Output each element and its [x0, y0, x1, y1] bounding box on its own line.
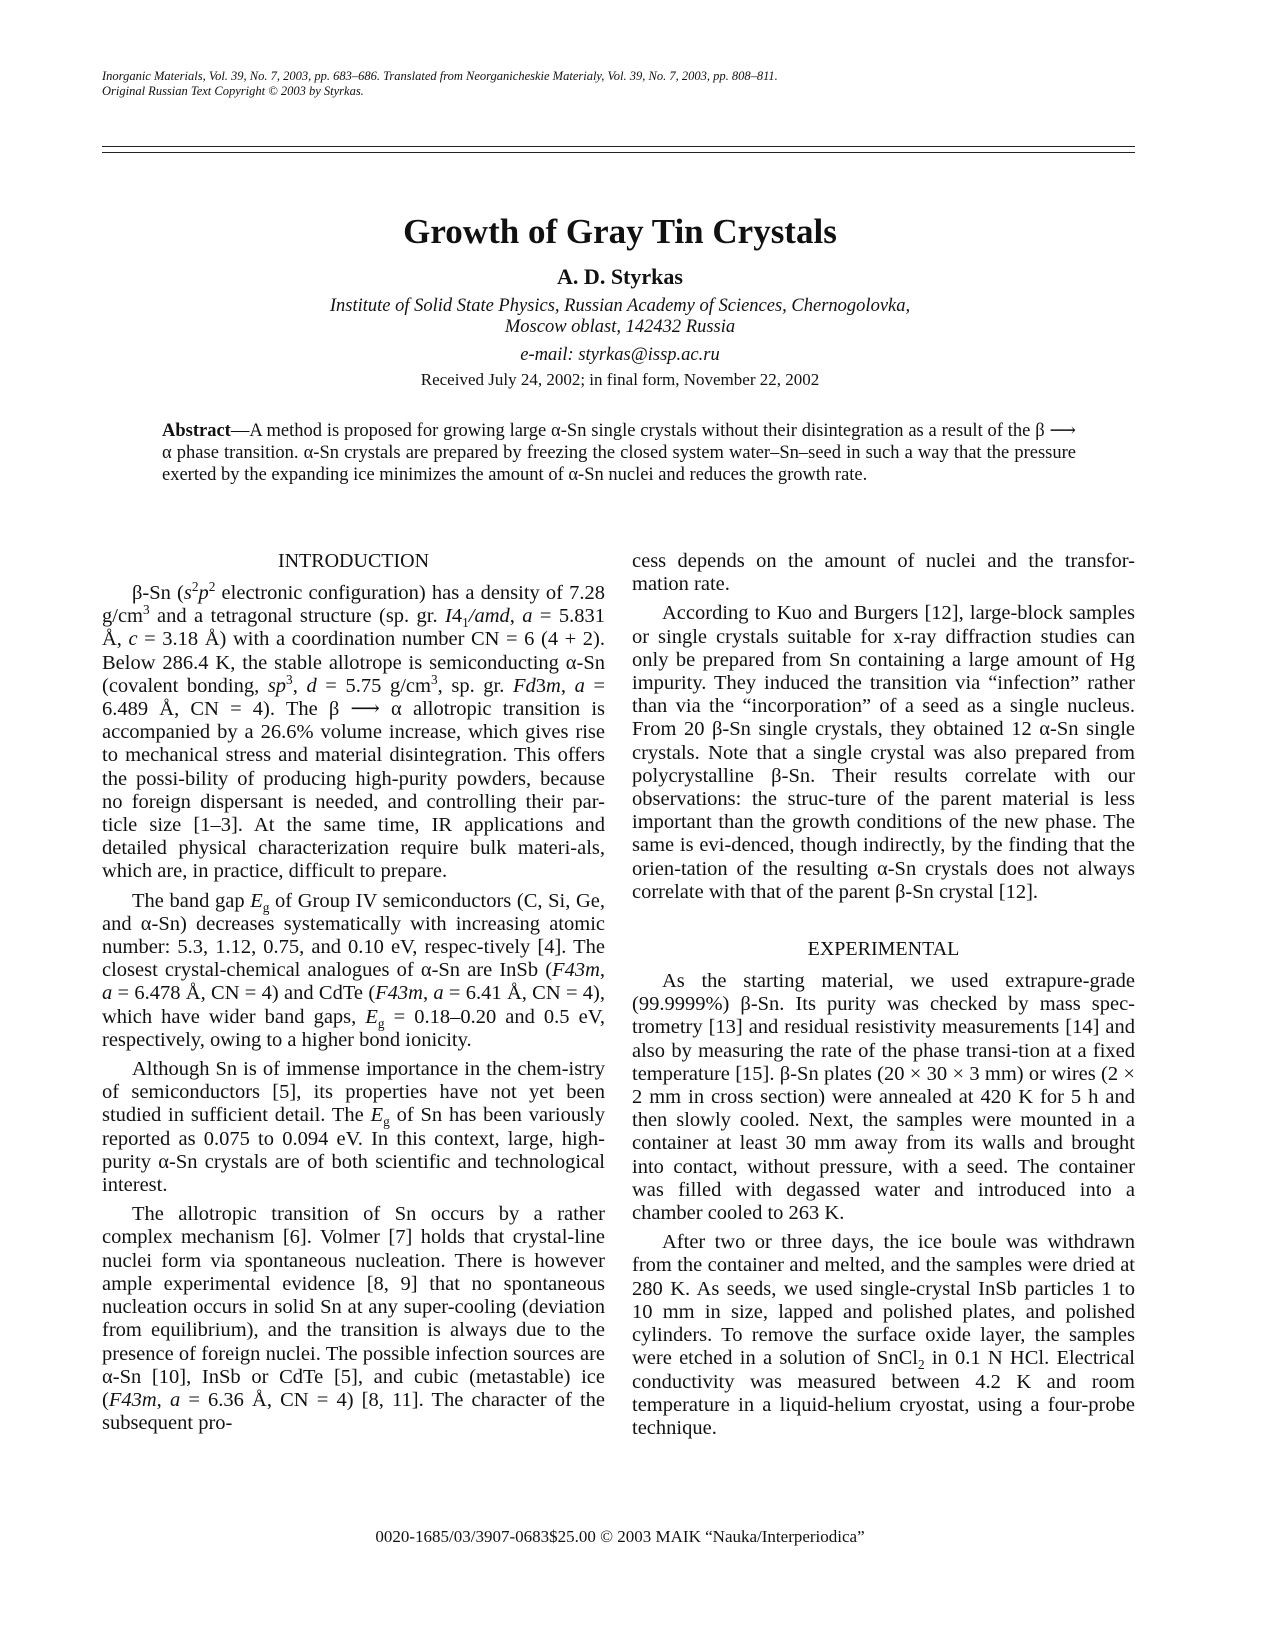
intro-paragraph-continued: cess depends on the amount of nuclei and the transfor-mation rate.	[632, 550, 1135, 596]
received-date: Received July 24, 2002; in final form, November 22, 2002	[420, 370, 820, 389]
abstract	[162, 420, 1076, 486]
header-rule-bottom	[102, 152, 1135, 153]
experimental-paragraph-1: As the starting material, we used extrapure-grade (99.9999%) β-Sn. Its purity was checked by mass spec-trometry [13] and residual resistivity measurements [14] and also by measuring the rate of the phase transi-tion at a fixed temperature [15]. β-Sn plates (20 × 30 × 3 mm) or wires (2 × 2 mm in cross section) were annealed at 420 K for 5 h and then slowly cooled. Next, the samples were mounted in a container at least 30 mm away from its walls and brought into contact, without pressure, with a seed. The container was filled with degassed water and introduced into a chamber cooled to 263 K.	[632, 970, 1135, 1225]
left-column	[102, 550, 605, 1441]
footer-copyright: 0020-1685/03/3907-0683$25.00 © 2003 MAIK “Nauka/Interperiodica”	[375, 1527, 865, 1546]
affiliation-line-2: Moscow oblast, 142432 Russia	[504, 317, 736, 337]
section-heading-introduction: INTRODUCTION	[277, 550, 430, 572]
article-author: A. D. Styrkas	[557, 264, 683, 289]
copyright-line: Original Russian Text Copyright © 2003 by Styrkas.	[102, 84, 364, 98]
journal-citation: Inorganic Materials, Vol. 39, No. 7, 2003, pp. 683–686. Translated from Neorganicheskie Materialy, Vol. 39, No. 7, 2003, pp. 808–811.	[102, 69, 778, 83]
experimental-paragraph-2: After two or three days, the ice boule was withdrawn from the container and melted, and the samples were dried at 280 K. As seeds, we used single-crystal InSb particles 1 to 10 mm in size, lapped and polished plates, and polished cylinders. To remove the surface oxide layer, the samples were etched in a solution of SnCl$_2$ in 0.1 N HCl. Electrical conductivity was measured between 4.2 K and room temperature in a liquid-helium cryostat, using a four-probe technique.	[632, 1231, 1135, 1439]
intro-paragraph-3: Although Sn is of immense importance in the chem-istry of semiconductors [5], its properties have not yet been studied in sufficient detail. The $E_g$ of Sn has been variously reported as 0.075 to 0.094 eV. In this context, large, high-purity α-Sn crystals are of both scientific and technological interest.	[102, 1058, 606, 1197]
intro-paragraph-5: According to Kuo and Burgers [12], large-block samples or single crystals suitable for x-ray diffraction studies can only be prepared from Sn containing a large amount of Hg impurity. They induced the transition via “infection” rather than via the “incorporation” of a seed as a single nucleus. From 20 β-Sn single crystals, they obtained 12 α-Sn single crystals. Note that a single crystal was also prepared from polycrystalline β-Sn. Their results correlate with our observations: the struc-ture of the parent material is less important than the growth conditions of the new phase. The same is evi-denced, though indirectly, by the finding that the orien-tation of the resulting α-Sn crystals does not always correlate with that of the parent β-Sn crystal [12].	[632, 602, 1135, 903]
author-email: e-mail: styrkas@issp.ac.ru	[520, 345, 720, 365]
abstract-text: —A method is proposed for growing large α-Sn single crystals without their disintegration as a result of the β ⟶ α phase transition. α-Sn crystals are prepared by freezing the closed system water–Sn–seed in such a way that the pressure exerted by the expanding ice minimizes the amount of α-Sn nuclei and reduces the growth rate.	[162, 421, 1076, 485]
article-title: Growth of Gray Tin Crystals	[403, 212, 837, 251]
intro-paragraph-4: The allotropic transition of Sn occurs by a rather complex mechanism [6]. Volmer [7] holds that crystal-line nuclei form via spontaneous nucleation. There is however ample experimental evidence [8, 9] that no spontaneous nucleation occurs in solid Sn at any super-cooling (deviation from equilibrium), and the transition is always due to the presence of foreign nuclei. The possible infection sources are α-Sn [10], InSb or CdTe [5], and cubic (metastable) ice (F43m, a = 6.36 Å, CN = 4) [8, 11]. The character of the subsequent pro-	[102, 1203, 606, 1435]
section-heading-experimental: EXPERIMENTAL	[807, 938, 960, 961]
intro-paragraph-1: β-Sn ($s^2p^2$ electronic configuration) has a density of 7.28 $g/cm^3$ and a tetragonal structure (sp. gr. $I4_1$/amd, a = 5.831 Å, c = 3.18 Å) with a coordination number CN = 6 (4 + 2). Below 286.4 K, the stable allotrope is semiconducting α-Sn (covalent bonding, $sp^3$, d = 5.75 $g/cm^3$, sp. gr. Fd3m, a = 6.489 Å, CN = 4). The β ⟶ α allotropic transition is accompanied by a 26.6% volume increase, which gives rise to mechanical stress and material disintegration. This offers the possi-bility of producing high-purity powders, because no foreign dispersant is needed, and controlling their par-ticle size [1–3]. At the same time, IR applications and detailed physical characterization require bulk materi-als, which are, in practice, difficult to prepare.	[102, 579, 605, 883]
header-rule-top	[102, 146, 1135, 147]
author-affiliation	[0, 296, 1240, 338]
affiliation-line-1: Institute of Solid State Physics, Russian Academy of Sciences, Chernogolovka,	[329, 296, 911, 316]
journal-header	[102, 69, 778, 99]
intro-paragraph-2: The band gap $E_g$ of Group IV semiconductors (C, Si, Ge, and α-Sn) decreases systematically with increasing atomic number: 5.3, 1.12, 0.75, and 0.10 eV, respec-tively [4]. The closest crystal-chemical analogues of α-Sn are InSb (F43m, a = 6.478 Å, CN = 4) and CdTe (F43m, a = 6.41 Å, CN = 4), which have wider band gaps, $E_g = 0.18-0.20$ and 0.5 eV, respectively, owing to a higher bond ionicity.	[102, 889, 605, 1051]
abstract-label: Abstract	[162, 421, 231, 441]
right-column	[632, 550, 1135, 1446]
